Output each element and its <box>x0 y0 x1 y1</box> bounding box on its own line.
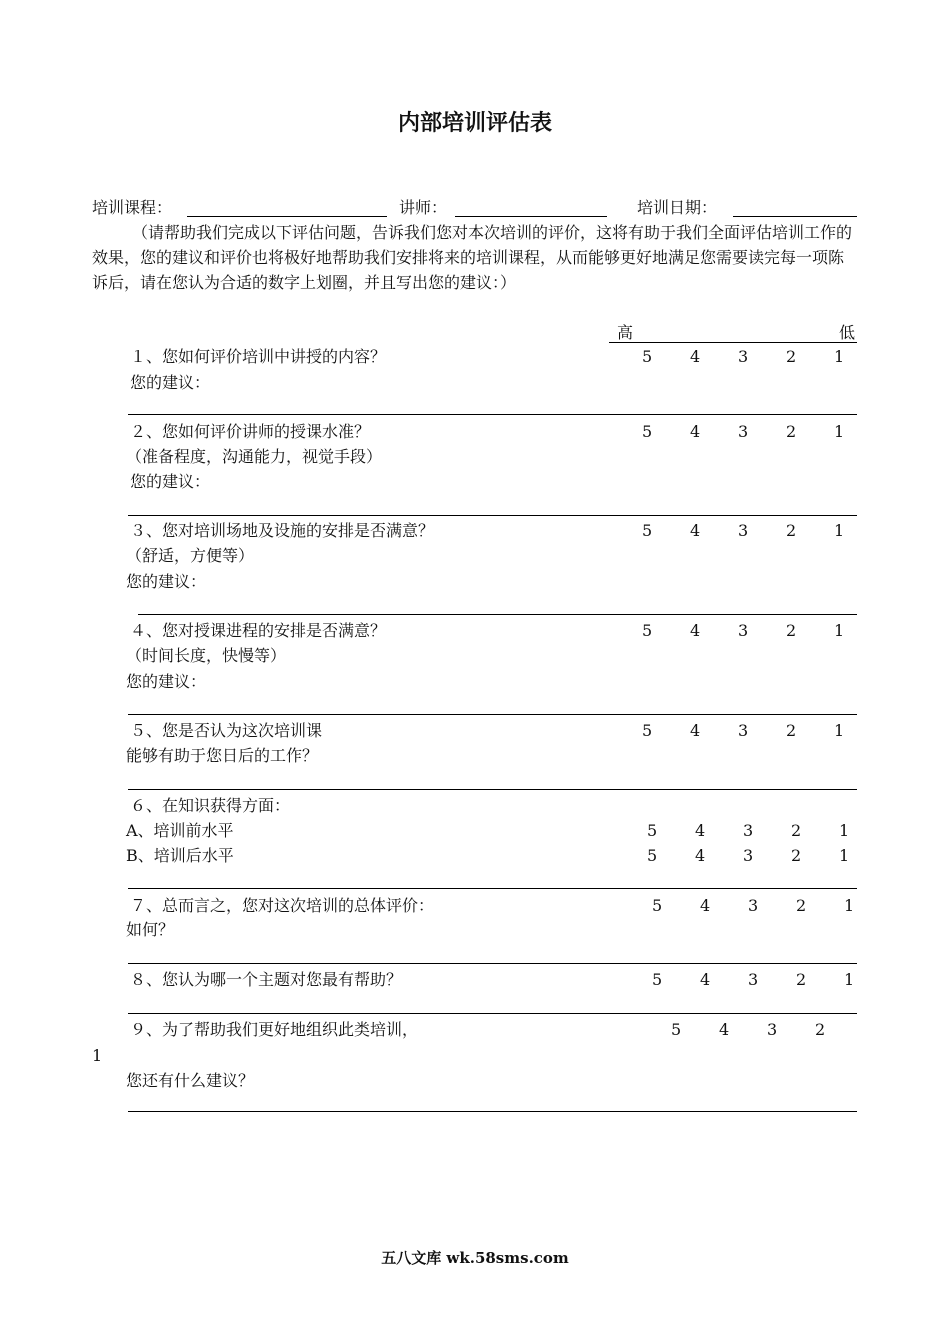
q6a-rating-1[interactable]: 1 <box>839 821 850 840</box>
q4-rating-3[interactable]: 3 <box>738 621 749 640</box>
q1-rating-2[interactable]: 2 <box>786 347 797 366</box>
q1-rating-5[interactable]: 5 <box>642 347 653 366</box>
q6b-rating-4[interactable]: 4 <box>695 846 706 865</box>
q6a-rating-5[interactable]: 5 <box>647 821 658 840</box>
q9-rating-1[interactable]: 1 <box>92 1046 103 1065</box>
q4-rating-5[interactable]: 5 <box>642 621 653 640</box>
q2-rating-4[interactable]: 4 <box>690 422 701 441</box>
q7-rating-4[interactable]: 4 <box>700 896 711 915</box>
q1-suggest-label: 您的建议： <box>130 373 211 392</box>
scale-low: 低 <box>839 323 856 342</box>
date-field[interactable] <box>733 216 857 217</box>
teacher-field[interactable] <box>455 216 607 217</box>
q7-divider <box>128 963 857 964</box>
scale-divider <box>609 342 857 343</box>
q4-suggest-label: 您的建议： <box>126 672 207 691</box>
q1-suggest-field[interactable] <box>128 414 857 415</box>
q8-divider <box>128 1013 857 1014</box>
q6b-rating-3[interactable]: 3 <box>743 846 754 865</box>
course-label: 培训课程： <box>92 198 173 217</box>
q5-rating-5[interactable]: 5 <box>642 721 653 740</box>
q3-suggest-field[interactable] <box>138 614 857 615</box>
question-7: ７、总而言之，您对这次培训的总体评价： <box>130 896 435 915</box>
q9-rating-4[interactable]: 4 <box>719 1020 730 1039</box>
q5-divider <box>128 789 857 790</box>
question-2: ２、您如何评价讲师的授课水准？ <box>130 422 371 441</box>
q2-suggest-label: 您的建议： <box>130 472 211 491</box>
course-field[interactable] <box>187 216 387 217</box>
q6-option-b: B、培训后水平 <box>126 846 234 865</box>
q7-rating-2[interactable]: 2 <box>796 896 807 915</box>
question-3: ３、您对培训场地及设施的安排是否满意？ <box>130 521 435 540</box>
q5-rating-3[interactable]: 3 <box>738 721 749 740</box>
q3-rating-5[interactable]: 5 <box>642 521 653 540</box>
teacher-label: 讲师： <box>399 198 448 217</box>
q5-subtext: 能够有助于您日后的工作？ <box>126 746 319 765</box>
q7-subtext: 如何？ <box>126 920 175 939</box>
q9-suggest-field[interactable] <box>128 1111 857 1112</box>
q9-rating-2[interactable]: 2 <box>815 1020 826 1039</box>
q8-rating-1[interactable]: 1 <box>844 970 855 989</box>
q8-rating-3[interactable]: 3 <box>748 970 759 989</box>
q8-rating-5[interactable]: 5 <box>652 970 663 989</box>
q6b-rating-1[interactable]: 1 <box>839 846 850 865</box>
scale-high: 高 <box>617 323 634 342</box>
page-title: 内部培训评估表 <box>397 110 552 136</box>
q6b-rating-5[interactable]: 5 <box>647 846 658 865</box>
q3-suggest-label: 您的建议： <box>126 572 207 591</box>
q9-suggest-label: 您还有什么建议？ <box>126 1071 255 1090</box>
intro-paragraph: （请帮助我们完成以下评估问题，告诉我们您对本次培训的评价，这将有助于我们全面评估培训工作的效果，您的建议和评价也将极好地帮助我们安排将来的培训课程，从而能够更好地满足您需要读完每一项陈诉后，请在您认为合适的数字上划圈，并且写出您的建议：） <box>92 223 853 292</box>
q2-suggest-field[interactable] <box>128 515 857 516</box>
q1-rating-1[interactable]: 1 <box>834 347 845 366</box>
q9-rating-5[interactable]: 5 <box>671 1020 682 1039</box>
q5-rating-1[interactable]: 1 <box>834 721 845 740</box>
q4-subtext: （时间长度，快慢等） <box>126 646 287 665</box>
question-6: ６、在知识获得方面： <box>130 796 291 815</box>
q2-subtext: （准备程度，沟通能力，视觉手段） <box>126 447 383 466</box>
q3-rating-4[interactable]: 4 <box>690 521 701 540</box>
date-label: 培训日期： <box>637 198 718 217</box>
q4-rating-4[interactable]: 4 <box>690 621 701 640</box>
q7-rating-5[interactable]: 5 <box>652 896 663 915</box>
q6a-rating-2[interactable]: 2 <box>791 821 802 840</box>
footer-watermark: 五八文库 wk.58sms.com <box>381 1249 569 1267</box>
question-5: ５、您是否认为这次培训课 <box>130 721 323 740</box>
q2-rating-1[interactable]: 1 <box>834 422 845 441</box>
q4-rating-1[interactable]: 1 <box>834 621 845 640</box>
q4-suggest-field[interactable] <box>128 714 857 715</box>
q1-rating-3[interactable]: 3 <box>738 347 749 366</box>
q3-rating-2[interactable]: 2 <box>786 521 797 540</box>
q5-rating-4[interactable]: 4 <box>690 721 701 740</box>
q8-rating-2[interactable]: 2 <box>796 970 807 989</box>
q2-rating-5[interactable]: 5 <box>642 422 653 441</box>
question-9: ９、为了帮助我们更好地组织此类培训， <box>130 1020 419 1039</box>
q2-rating-3[interactable]: 3 <box>738 422 749 441</box>
q5-rating-2[interactable]: 2 <box>786 721 797 740</box>
q6b-rating-2[interactable]: 2 <box>791 846 802 865</box>
q6-divider <box>128 888 857 889</box>
q3-rating-1[interactable]: 1 <box>834 521 845 540</box>
q2-rating-2[interactable]: 2 <box>786 422 797 441</box>
q4-rating-2[interactable]: 2 <box>786 621 797 640</box>
q3-subtext: （舒适，方便等） <box>126 546 255 565</box>
q3-rating-3[interactable]: 3 <box>738 521 749 540</box>
question-1: １、您如何评价培训中讲授的内容？ <box>130 347 387 366</box>
question-8: ８、您认为哪一个主题对您最有帮助？ <box>130 970 403 989</box>
q7-rating-1[interactable]: 1 <box>844 896 855 915</box>
q8-rating-4[interactable]: 4 <box>700 970 711 989</box>
q1-rating-4[interactable]: 4 <box>690 347 701 366</box>
q7-rating-3[interactable]: 3 <box>748 896 759 915</box>
q6-option-a: A、培训前水平 <box>126 821 234 840</box>
q6a-rating-4[interactable]: 4 <box>695 821 706 840</box>
q6a-rating-3[interactable]: 3 <box>743 821 754 840</box>
q9-rating-3[interactable]: 3 <box>767 1020 778 1039</box>
question-4: ４、您对授课进程的安排是否满意？ <box>130 621 387 640</box>
